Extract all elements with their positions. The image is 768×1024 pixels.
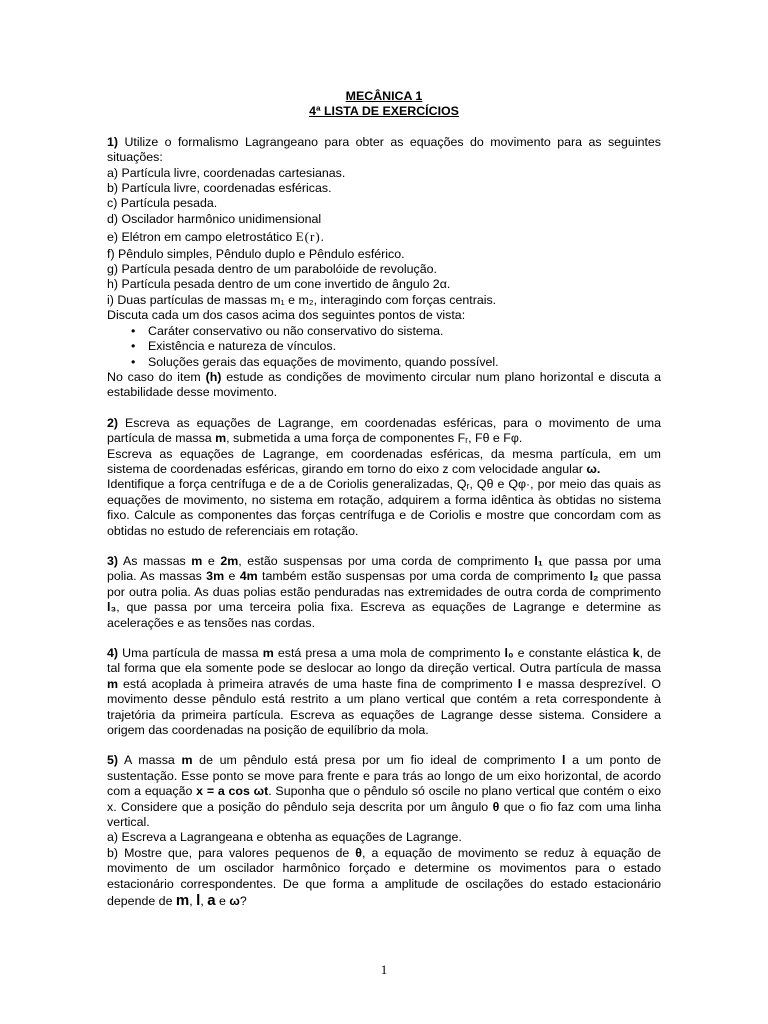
list-item: e) Elétron em campo eletrostático E(r). <box>107 229 325 245</box>
document-content <box>107 89 661 910</box>
exercise-1-intro: 1) Utilize o formalismo Lagrangeano para obter as equações do movimento para as seguintes <box>107 134 661 149</box>
exercise-3: 3) As massas m e 2m, estão suspensas por uma corda de comprimento l₁ que passa por uma polia. As massas 3m e 4m também estão suspensas por uma corda de comprimento l₂ que passa por outra polia. As duas polias estão penduradas nas extremidades de outra corda de comprimento l₃, que passa por uma terceira polia fixa. Escreva as equações de Lagrange e determine as acelerações e as tensões nas cordas. <box>107 553 662 630</box>
exercise-number: 4) <box>107 646 119 660</box>
list-item: f) Pêndulo simples, Pêndulo duplo e Pêndulo esférico. <box>107 246 405 261</box>
exercise-4: 4) Uma partícula de massa m está presa a uma mola de comprimento l₀ e constante elástica k, de tal forma que ela somente pode se deslocar ao longo da direção vertical. Outra partícula de massa m está acoplada à primeira através de uma haste fina de comprimento l e massa desprezível. O movimento desse pêndulo está restrito a um plano vertical que contém a reta correspondente à trajetória da primeira partícula. Escreva as equações de Lagrange desse sistema. Considere a origem das coordenadas na posição de equilíbrio da mola. <box>107 646 661 738</box>
list-item: g) Partícula pesada dentro de um parabolóide de revolução. <box>107 262 437 277</box>
bullet-item: • Existência e natureza de vínculos. <box>107 339 661 354</box>
list-item: d) Oscilador harmônico unidimensional <box>107 211 322 226</box>
exercise-2: 2) Escreva as equações de Lagrange, em coordenadas esféricas, para o movimento de uma partícula de massa m, submetida a uma força de componentes Fᵣ, Fθ e Fφ. Escreva as equações de Lagrange, em coordenadas esféricas, da mesma partícula, em um sistema de coordenadas esféricas, girando em torno do eixo z com velocidade angular ω. Identifique a força centrífuga e de a de Coriolis generalizadas, Qᵣ, Qθ e Qφ·, por meio das quais as equações de movimento, no sistema em rotação, adquirem a forma idêntica às obtidas no sistema fixo. Calcule as componentes das forças centrífuga e de Coriolis e mostre que concordam com as obtidas no estudo de referenciais em rotação. <box>107 415 661 538</box>
exercise-number: 5) <box>107 753 119 768</box>
final-question: depende de m, l, a e ω? <box>107 892 247 910</box>
exercise-1-intro-cont: situações: <box>107 150 163 165</box>
list-item: b) Partícula livre, coordenadas esféricas. <box>107 181 332 196</box>
document-subtitle: 4ª LISTA DE EXERCÍCIOS <box>309 104 459 119</box>
exercise-1-closing: No caso do item (h) estude as condições de movimento circular num plano horizontal e discuta a <box>107 369 662 384</box>
list-item: c) Partícula pesada. <box>107 196 218 211</box>
bullet-item: • Soluções gerais das equações de movimento, quando possível. <box>107 355 661 370</box>
document-title: MECÂNICA 1 <box>345 89 423 103</box>
list-item: h) Partícula pesada dentro de um cone invertido de ângulo 2α. <box>107 277 451 292</box>
page-number: 1 <box>380 962 388 977</box>
exercise-5: 5) A massa m de um pêndulo está presa por um fio ideal de comprimento l a um ponto de sustentação. Esse ponto se move para frente e para trás ao longo de um eixo horizontal, de acordo com a equação x = a cos ωt. Suponha que o pêndulo só oscile no plano vertical que contém o eixo x. Considere que a posição do pêndulo seja descrita por um ângulo θ que o fio faz com uma linha vertical. a) Escreva a Lagrangeana e obtenha as equações de Lagrange. b) Mostre que, para valores pequenos de θ, a equação de movimento se reduz à equação de movimento de um oscilador harmônico forçado e determine os movimentos para o estado estacionário correspondentes. De que forma a amplitude de oscilações do estado estacionário depende de m, l, a e ω? <box>107 753 662 910</box>
exercise-number: 1) <box>107 134 119 149</box>
list-item: a) Escreva a Lagrangeana e obtenha as equações de Lagrange. <box>107 830 462 845</box>
list-item: b) Mostre que, para valores pequenos de θ, a equação de movimento se reduz à equação de <box>107 845 661 860</box>
discussion-prompt: Discuta cada um dos casos acima dos seguintes pontos de vista: <box>107 308 466 323</box>
list-item: a) Partícula livre, coordenadas cartesianas. <box>107 165 346 180</box>
exercise-1-closing-cont: estabilidade desse movimento. <box>107 385 278 400</box>
exercise-1 <box>107 135 661 401</box>
bullet-list <box>107 324 661 370</box>
field-expression: E(r). <box>295 229 325 245</box>
list-item: i) Duas partículas de massas m₁ e m₂, interagindo com forças centrais. <box>107 292 497 307</box>
exercise-number: 2) <box>107 415 119 430</box>
exercise-number: 3) <box>107 553 119 568</box>
bullet-item: • Caráter conservativo ou não conservativo do sistema. <box>107 324 661 339</box>
